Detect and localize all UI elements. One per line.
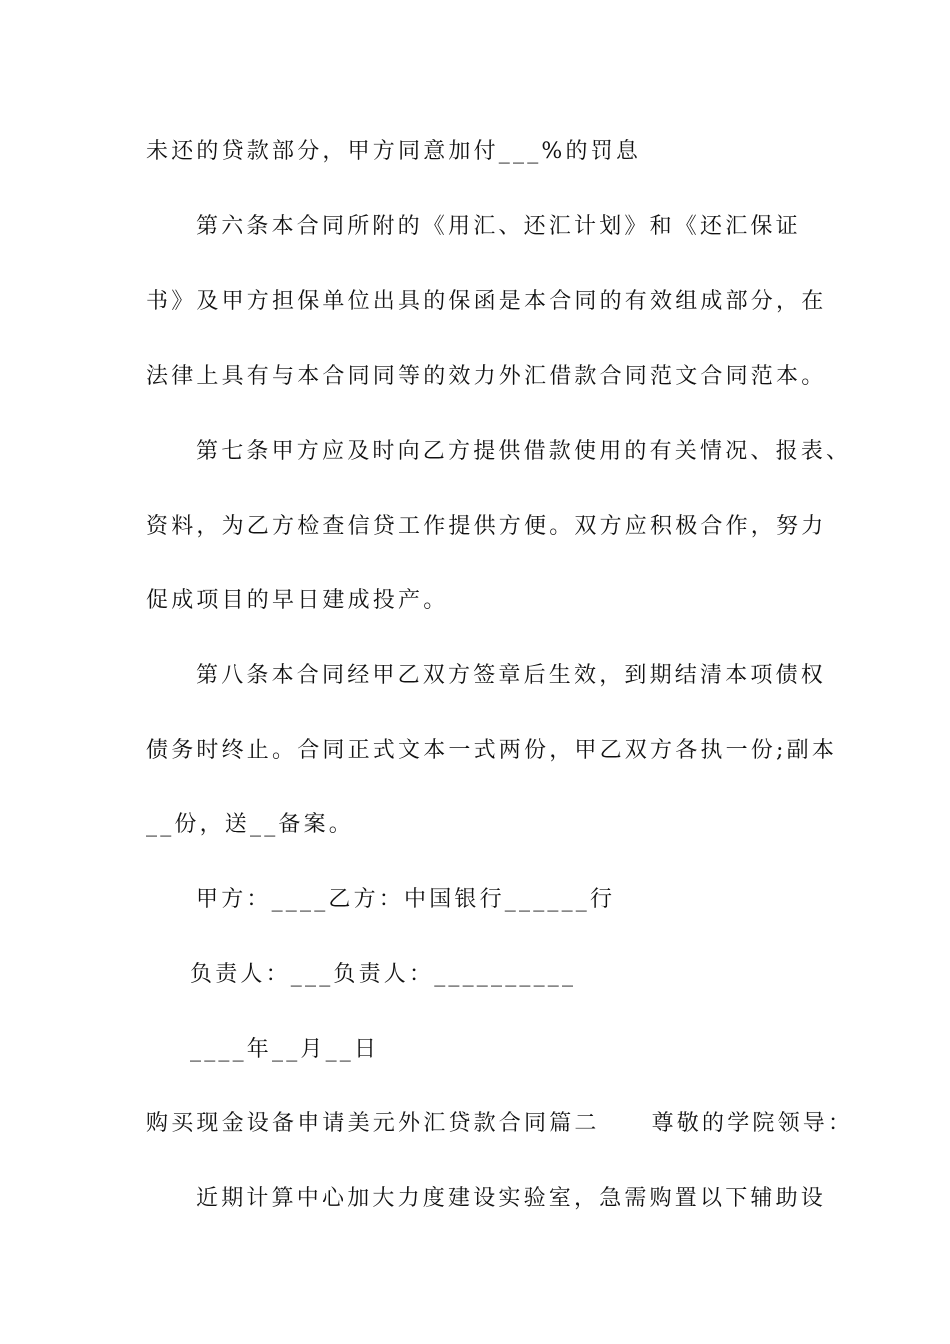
article-6-line-2: 书》及甲方担保单位出具的保函是本合同的有效组成部分，在 <box>146 289 827 314</box>
section-title: 购买现金设备申请美元外汇贷款合同篇二 <box>146 1111 600 1136</box>
article-7-line-2: 资料，为乙方检查信贷工作提供方便。双方应积极合作，努力 <box>146 514 827 539</box>
section-heading-line <box>146 1109 853 1139</box>
article-8-line-3: __份，送__备案。 <box>146 812 355 837</box>
article-8-line-1: 第八条本合同经甲乙双方签章后生效，到期结清本项债权 <box>196 663 827 688</box>
article-8-line-2: 债务时终止。合同正式文本一式两份，甲乙双方各执一份;副本 <box>146 738 838 763</box>
article-6-line-1: 第六条本合同所附的《用汇、还汇计划》和《还汇保证 <box>196 214 801 239</box>
article-6-line-3: 法律上具有与本合同同等的效力外汇借款合同范文合同范本。 <box>146 364 827 389</box>
paragraph-line-penalty: 未还的贷款部分，甲方同意加付___%的罚息 <box>146 139 642 164</box>
request-line-1: 近期计算中心加大力度建设实验室，急需购置以下辅助设 <box>196 1186 827 1211</box>
signature-date: ____年__月__日 <box>190 1037 380 1062</box>
signature-parties: 甲方：____乙方：中国银行______行 <box>196 887 616 912</box>
article-7-line-3: 促成项目的早日建成投产。 <box>146 588 449 613</box>
salutation: 尊敬的学院领导： <box>651 1111 854 1136</box>
signature-responsible: 负责人：___负责人：__________ <box>190 962 577 987</box>
article-7-line-1: 第七条甲方应及时向乙方提供借款使用的有关情况、报表、 <box>196 439 852 464</box>
